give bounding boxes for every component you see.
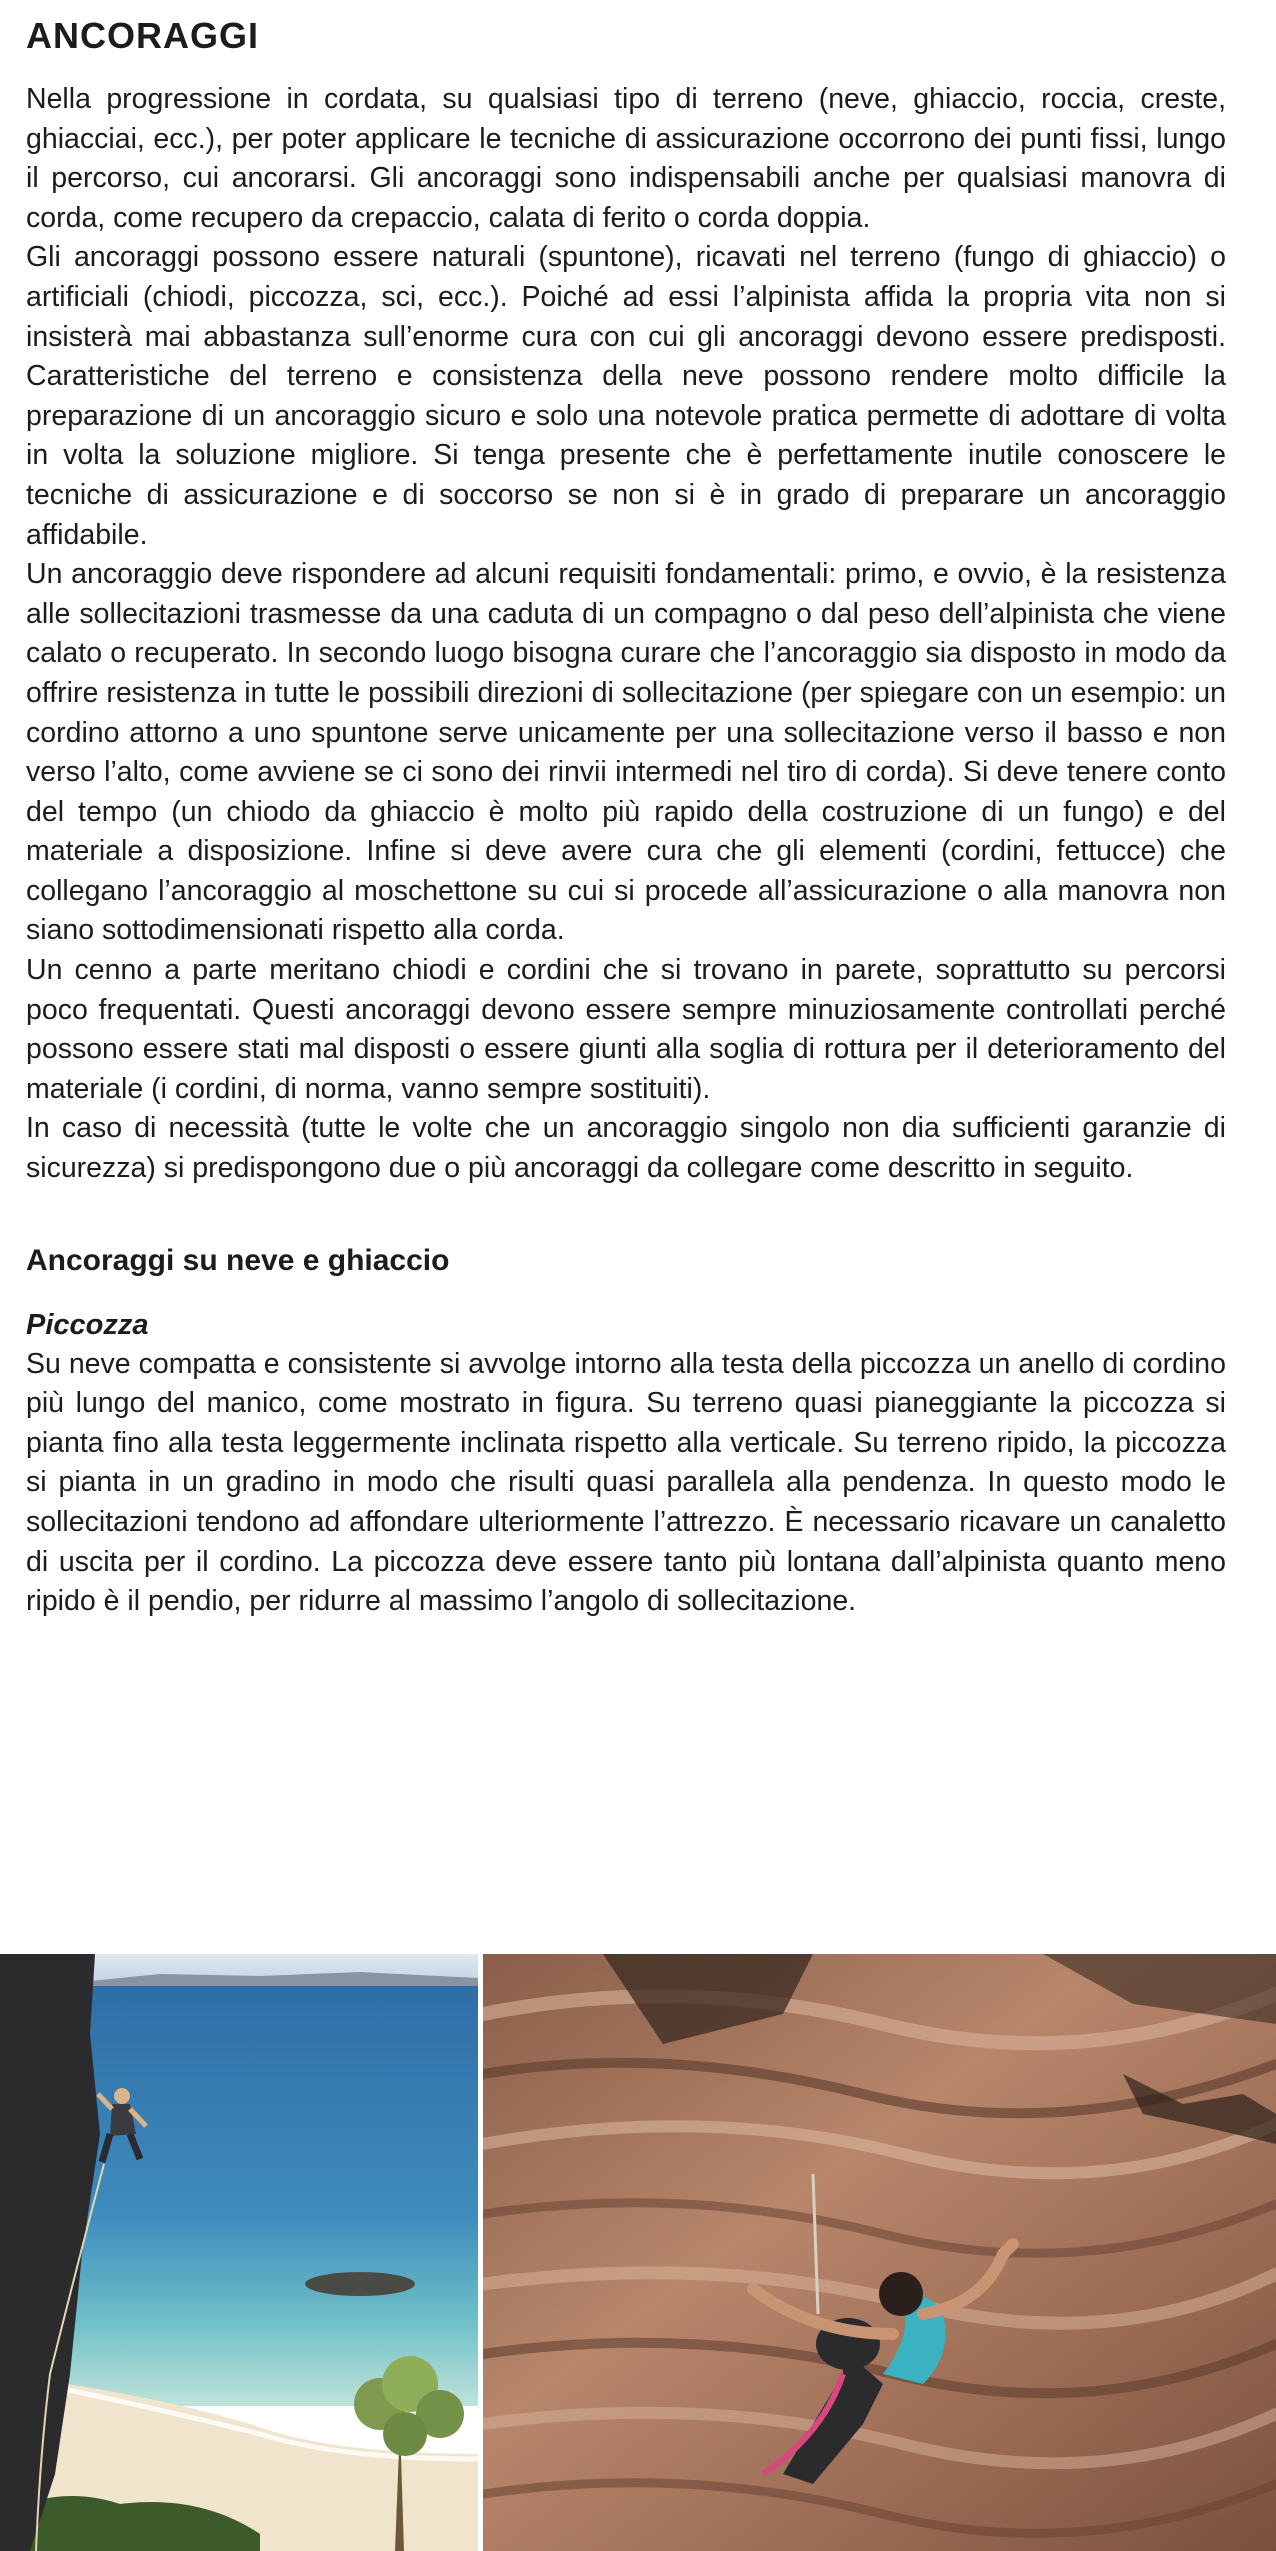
page-title: ANCORAGGI [26, 15, 259, 56]
sandstone-climber-image [483, 1954, 1276, 2551]
article [26, 10, 1226, 1622]
paragraph-fixed-anchors: Un cenno a parte meritano chiodi e cordini che si trovano in parete, soprattutto su percorsi poco frequentati. Questi ancoraggi devono essere sempre minuziosamente controllati perché possono essere stati mal disposti o essere giunti alla soglia di rottura per il deterioramento del materiale (i cordini, di norma, vanno sempre sostituiti). [26, 954, 1226, 1105]
sea-cliff-climber-photo [0, 1954, 478, 2551]
sandstone-climber-photo [483, 1954, 1276, 2551]
paragraph-multiple-anchors: In caso di necessità (tutte le volte che un ancoraggio singolo non dia sufficienti garanzie di sicurezza) si predispongono due o più ancoraggi da collegare come descritto in seguito. [26, 1112, 1226, 1185]
paragraph-types: Gli ancoraggi possono essere naturali (spuntone), ricavati nel terreno (fungo di ghiaccio) o artificiali (chiodi, piccozza, sci, ecc.). Poiché ad essi l’alpinista affida la propria vita non si insisterà mai abbastanza sull’enorme cura con cui gli ancoraggi devono essere predisposti. Caratteristiche del terreno e consistenza della neve possono rendere molto difficile la preparazione di un ancoraggio sicuro e solo una notevole pratica permette di adottare di volta in volta la soluzione migliore. Si tenga presente che è perfettamente inutile conoscere le tecniche di assicurazione e di soccorso se non si è in grado di preparare un ancoraggio affidabile. [26, 241, 1226, 551]
small-rock-islet [305, 2272, 415, 2296]
paragraph-requirements: Un ancoraggio deve rispondere ad alcuni requisiti fondamentali: primo, e ovvio, è la resistenza alle sollecitazioni trasmesse da una caduta di un compagno o dal peso dell’alpinista che viene calato o recuperato. In secondo luogo bisogna curare che l’ancoraggio sia disposto in modo da offrire resistenza in tutte le possibili direzioni di sollecitazione (per spiegare con un esempio: un cordino attorno a uno spuntone serve unicamente per una sollecitazione verso il basso e non verso l’alto, come avviene se ci sono dei rinvii intermedi nel tiro di corda). Si deve tenere conto del tempo (un chiodo da ghiaccio è molto più rapido della costruzione di un fungo) e del materiale a disposizione. Infine si deve avere cura che gli elementi (cordini, fettucce) che collegano l’ancoraggio al moschettone su cui si procede all’assicurazione o alla manovra non siano sottodimensionati rispetto alla corda. [26, 558, 1226, 947]
paragraph-piccozza: Su neve compatta e consistente si avvolge intorno alla testa della piccozza un anello di cordino più lungo del manico, come mostrato in figura. Su terreno quasi pianeggiante la piccozza si pianta fino alla testa leggermente inclinata rispetto alla verticale. Su terreno ripido, la piccozza si pianta in un gradino in modo che risulti quasi parallela alla pendenza. In questo modo le sollecitazioni tendono ad affondare ulteriormente l’attrezzo. È necessario ricavare un canaletto di uscita per il cordino. La piccozza deve essere tanto più lontana dall’alpinista quanto meno ripido è il pendio, per ridurre al massimo l’angolo di sollecitazione. [26, 1347, 1226, 1618]
subsection-title: Piccozza [26, 1308, 149, 1341]
section-title: Ancoraggi su neve e ghiaccio [26, 1243, 450, 1277]
sea-cliff-climber-image [0, 1954, 478, 2551]
paragraph-intro: Nella progressione in cordata, su qualsiasi tipo di terreno (neve, ghiaccio, roccia, creste, ghiacciai, ecc.), per poter applicare le tecniche di assicurazione occorrono dei punti fissi, lungo il percorso, cui ancorarsi. Gli ancoraggi sono indispensabili anche per qualsiasi manovra di corda, come recupero da crepaccio, calata di ferito o corda doppia. [26, 83, 1226, 234]
sandstone-wall [483, 1954, 1276, 2551]
